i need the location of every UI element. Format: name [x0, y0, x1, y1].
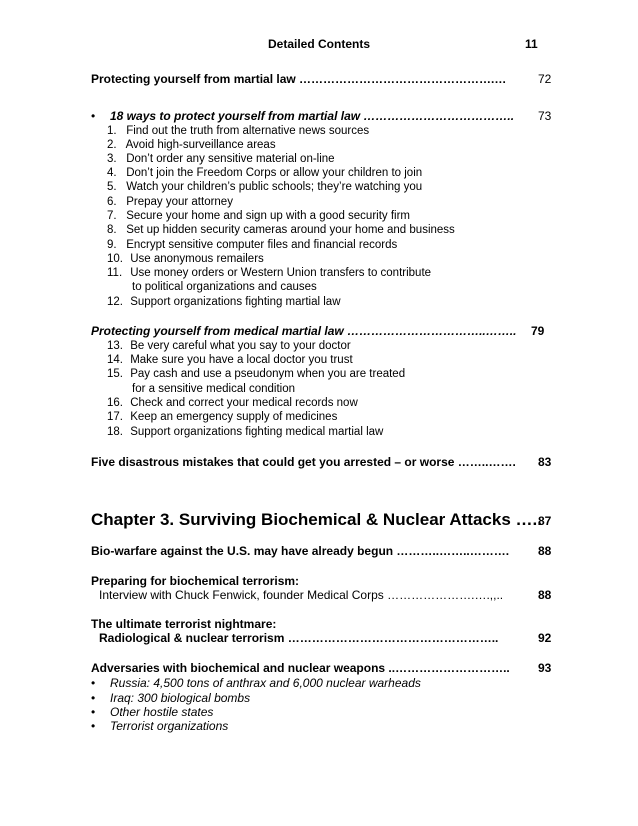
list-item: 14. Make sure you have a local doctor you trust: [107, 354, 353, 366]
toc-entry-adversaries: Adversaries with biochemical and nuclear weapons ..………………………..: [91, 661, 510, 675]
toc-page-mistakes: 83: [538, 455, 552, 469]
chapter-page: 87: [538, 514, 552, 528]
list-item: 12. Support organizations fighting martial law: [107, 296, 341, 308]
toc-entry-preparing-sub: Interview with Chuck Fenwick, founder Medical Corps ………………….….,,..: [99, 588, 504, 602]
list-item: 3. Don’t order any sensitive material on-line: [107, 153, 335, 165]
list-item: 4. Don’t join the Freedom Corps or allow your children to join: [107, 167, 423, 179]
toc-entry-biowarfare: Bio-warfare against the U.S. may have already begun ………..……..……….: [91, 544, 510, 558]
toc-entry-martial-law: Protecting yourself from martial law ………………………………………….…: [91, 72, 507, 86]
toc-page-ultimate: 92: [538, 631, 552, 645]
toc-page-biowarfare: 88: [538, 544, 552, 558]
toc-entry-medical-martial-law: Protecting yourself from medical martial law ……………………………..……..: [91, 324, 517, 338]
toc-page-18-ways: 73: [538, 109, 552, 123]
toc-entry-preparing: Preparing for biochemical terrorism:: [91, 574, 300, 588]
list-item-continuation: for a sensitive medical condition: [132, 383, 295, 395]
list-item: Iraq: 300 biological bombs: [110, 691, 251, 705]
toc-entry-mistakes: Five disastrous mistakes that could get you arrested – or worse ……..…….: [91, 455, 516, 469]
toc-page-martial-law: 72: [538, 72, 552, 86]
list-item: 7. Secure your home and sign up with a good security firm: [107, 210, 411, 222]
list-item: 16. Check and correct your medical records now: [107, 397, 358, 409]
bullet-icon: •: [91, 719, 96, 733]
page-header-title: Detailed Contents: [267, 37, 370, 51]
list-item: 15. Pay cash and use a pseudonym when you are treated: [107, 368, 406, 380]
list-item: 13. Be very careful what you say to your doctor: [107, 340, 351, 352]
list-item-continuation: to political organizations and causes: [132, 281, 317, 293]
list-item: 2. Avoid high-surveillance areas: [107, 139, 276, 151]
toc-page-adversaries: 93: [538, 661, 552, 675]
list-item: 9. Encrypt sensitive computer files and financial records: [107, 239, 398, 251]
list-item: 5. Watch your children’s public schools; they’re watching you: [107, 181, 423, 193]
list-item: 8. Set up hidden security cameras around your home and business: [107, 224, 455, 236]
list-item: 1. Find out the truth from alternative news sources: [107, 125, 370, 137]
toc-entry-ultimate-sub: Radiological & nuclear terrorism ……………………………………………..: [99, 631, 499, 645]
toc-page-preparing: 88: [538, 588, 552, 602]
toc-entry-ultimate: The ultimate terrorist nightmare:: [91, 617, 277, 631]
list-item: Russia: 4,500 tons of anthrax and 6,000 nuclear warheads: [110, 676, 421, 690]
page-number: 11: [525, 37, 538, 51]
list-item: 18. Support organizations fighting medical martial law: [107, 426, 384, 438]
list-item: 6. Prepay your attorney: [107, 196, 233, 208]
toc-entry-18-ways: 18 ways to protect yourself from martial law ………………………………..: [110, 109, 515, 123]
chapter-heading: Chapter 3. Surviving Biochemical & Nuclear Attacks …..: [91, 510, 542, 529]
list-item: 17. Keep an emergency supply of medicines: [107, 411, 338, 423]
toc-page-medical-martial-law: 79: [531, 324, 545, 338]
bullet-icon: •: [91, 109, 96, 123]
list-item: Other hostile states: [110, 705, 214, 719]
bullet-icon: •: [91, 691, 96, 705]
bullet-icon: •: [91, 705, 96, 719]
list-item: Terrorist organizations: [110, 719, 229, 733]
list-item: 11. Use money orders or Western Union transfers to contribute: [107, 267, 432, 279]
bullet-icon: •: [91, 676, 96, 690]
list-item: 10. Use anonymous remailers: [107, 253, 264, 265]
